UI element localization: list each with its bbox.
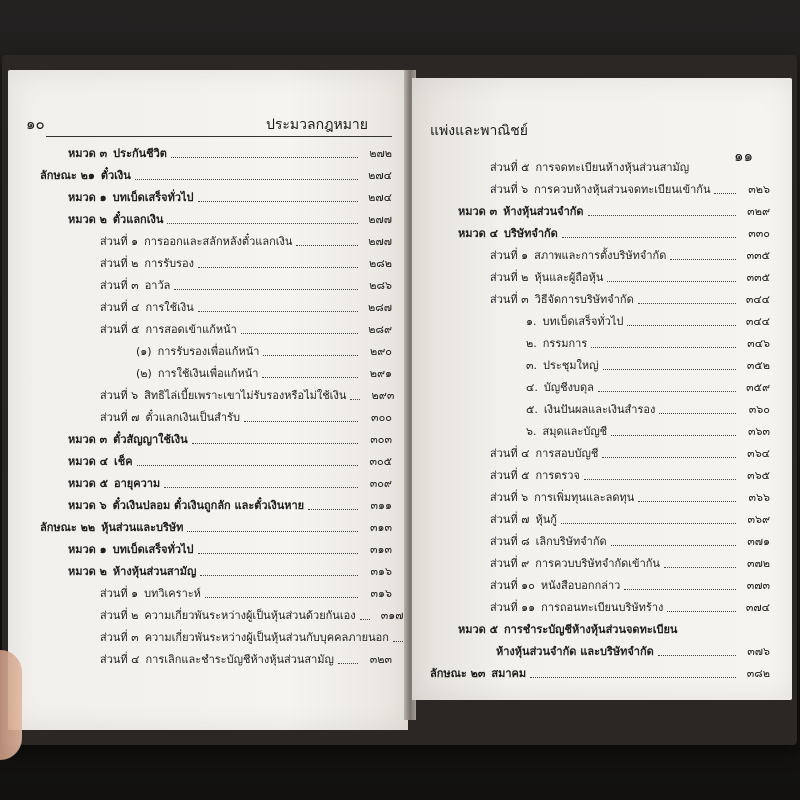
toc-entry-page: ๓๒๙ (747, 205, 770, 218)
toc-entry-title: ประกันชีวิต (113, 147, 167, 160)
toc-entry (40, 514, 392, 536)
dot-leader (262, 377, 358, 378)
toc-entry-title: กรรมการ (542, 337, 588, 350)
toc-entry-page: ๓๖๔ (747, 447, 770, 460)
dot-leader (588, 215, 736, 216)
toc-entry (40, 162, 392, 184)
toc-entry-title: การเลิกและชำระบัญชีห้างหุ้นส่วนสามัญ (145, 653, 334, 666)
toc-entry (40, 448, 392, 470)
toc-entry (40, 624, 392, 646)
toc-entry (430, 286, 770, 308)
toc-entry-title: ตั๋วเงิน (100, 169, 131, 182)
toc-entry-title: ตั๋วสัญญาใช้เงิน (113, 433, 188, 446)
dot-leader (200, 575, 358, 576)
toc-entry-page: ๓๑๓ (369, 521, 392, 534)
toc-entry (430, 440, 770, 462)
toc-entry (430, 220, 770, 242)
toc-entry-page: ๓๐๕ (369, 455, 392, 468)
dot-leader (244, 421, 358, 422)
dot-leader (135, 179, 358, 180)
dot-leader (562, 237, 736, 238)
toc-entry (40, 580, 392, 602)
toc-entry-title: การชำระบัญชีห้างหุ้นส่วนจดทะเบียน (503, 623, 678, 636)
toc-entry-label: ส่วนที่ ๘ (490, 535, 530, 548)
toc-entry-page: ๓๑๖ (370, 587, 392, 600)
dot-leader (561, 523, 736, 524)
toc-entry-title: การใช้เงินเพื่อแก้หน้า (157, 367, 259, 380)
toc-entry (430, 154, 770, 176)
toc-entry-title: เช็ค (113, 455, 133, 468)
dot-leader (192, 443, 358, 444)
toc-entry (40, 228, 392, 250)
toc-entry-page: ๓๓๕ (746, 271, 770, 284)
toc-entry-label: ลักษณะ ๒๒ (40, 521, 96, 534)
toc-entry (430, 616, 770, 638)
toc-entry-label: ส่วนที่ ๗ (100, 411, 140, 424)
dot-leader (308, 509, 358, 510)
left-running-head: ประมวลกฎหมาย (266, 117, 368, 133)
toc-entry-label: ส่วนที่ ๔ (100, 301, 140, 314)
toc-entry-page: ๒๗๗ (368, 235, 392, 248)
toc-entry (40, 404, 392, 426)
toc-entry-label: หมวด ๑ (68, 191, 107, 204)
dot-leader (658, 655, 736, 656)
toc-entry-label: ลักษณะ ๒๓ (430, 667, 486, 680)
toc-entry-title: การออกและสลักหลังตั๋วแลกเงิน (144, 235, 293, 248)
toc-entry (430, 242, 770, 264)
toc-entry-page: ๓๗๓ (746, 579, 770, 592)
toc-entry-page: ๓๑๑ (370, 499, 392, 512)
toc-entry (40, 558, 392, 580)
toc-entry (40, 250, 392, 272)
toc-entry (40, 206, 392, 228)
toc-entry-title: หุ้นกู้ (535, 513, 557, 526)
dot-leader (263, 355, 358, 356)
dot-leader (360, 619, 370, 620)
toc-entry (430, 374, 770, 396)
toc-entry-page: ๓๕๒ (746, 359, 770, 372)
toc-entry-label: หมวด ๑ (68, 543, 107, 556)
toc-entry-page: ๓๒๖ (748, 183, 770, 196)
dot-leader (198, 201, 358, 202)
dot-leader (187, 531, 358, 532)
toc-entry-page: ๓๐๙ (369, 477, 392, 490)
toc-entry (430, 506, 770, 528)
toc-entry-label: ส่วนที่ ๙ (490, 557, 530, 570)
toc-entry-label: ส่วนที่ ๓ (100, 631, 139, 644)
toc-entry (40, 536, 392, 558)
toc-entry-title: หุ้นและผู้ถือหุ้น (534, 271, 604, 284)
toc-entry (430, 264, 770, 286)
dot-leader (198, 553, 358, 554)
toc-entry-page: ๒๙๓ (371, 389, 395, 402)
toc-entry-title: การใช้เงิน (145, 301, 194, 314)
dot-leader (338, 663, 358, 664)
toc-entry (40, 184, 392, 206)
toc-entry (40, 646, 392, 668)
toc-entry (430, 638, 770, 660)
toc-entry (430, 550, 770, 572)
toc-entry-label: ส่วนที่ ๑๐ (490, 579, 535, 592)
left-toc-list (40, 140, 404, 668)
toc-entry-label: ส่วนที่ ๒ (490, 271, 529, 284)
toc-entry-page: ๓๗๔ (745, 601, 770, 614)
toc-entry-title: ห้างหุ้นส่วนจำกัด และบริษัทจำกัด (496, 645, 654, 658)
toc-entry (40, 602, 404, 624)
toc-entry-page: ๒๙๑ (369, 367, 392, 380)
dot-leader (602, 457, 736, 458)
toc-entry-label: (๒) (136, 367, 152, 380)
toc-entry (40, 426, 392, 448)
toc-entry-title: การรับรองเพื่อแก้หน้า (157, 345, 260, 358)
toc-entry-title: การถอนทะเบียนบริษัทร้าง (541, 601, 664, 614)
toc-entry-page: ๒๘๙ (368, 323, 392, 336)
dot-leader (664, 567, 736, 568)
toc-entry-label: ส่วนที่ ๕ (490, 469, 530, 482)
toc-entry (40, 316, 392, 338)
dot-leader (296, 245, 358, 246)
dot-leader (584, 479, 736, 480)
toc-entry-label: ๖. (526, 425, 537, 438)
toc-entry (430, 462, 770, 484)
toc-entry-page: ๓๑๖ (370, 565, 392, 578)
dot-leader (638, 501, 736, 502)
toc-entry-page: ๓๓๐ (748, 227, 770, 240)
toc-entry (40, 382, 395, 404)
toc-entry-page: ๒๗๔ (368, 191, 392, 204)
toc-entry-label: ส่วนที่ ๓ (100, 279, 139, 292)
toc-entry-title: เงินปันผลและเงินสำรอง (543, 403, 656, 416)
toc-entry-label: ๔. (526, 381, 538, 394)
dot-leader (714, 193, 736, 194)
right-running-head: แพ่งและพาณิชย์ (430, 123, 528, 139)
toc-entry (40, 294, 392, 316)
toc-entry-title: การสอบบัญชี (535, 447, 599, 460)
toc-entry (430, 176, 770, 198)
dot-leader (198, 267, 358, 268)
toc-entry-label: ส่วนที่ ๖ (100, 389, 139, 402)
toc-entry-label: ส่วนที่ ๒ (100, 257, 139, 270)
toc-entry-label: ส่วนที่ ๗ (490, 513, 530, 526)
toc-entry-label: ส่วนที่ ๒ (100, 609, 139, 622)
toc-entry-label: หมวด ๓ (68, 147, 108, 160)
toc-entry-title: บทเบ็ดเสร็จทั่วไป (112, 191, 194, 204)
toc-entry-label: ส่วนที่ ๖ (490, 183, 529, 196)
dot-leader (611, 545, 736, 546)
toc-entry (430, 572, 770, 594)
dot-leader (607, 281, 736, 282)
toc-entry-page: ๓๐๓ (370, 433, 392, 446)
toc-entry-page: ๓๔๖ (747, 337, 770, 350)
toc-entry-title: สมาคม (491, 667, 527, 680)
toc-entry-title: สภาพและการตั้งบริษัทจำกัด (534, 249, 667, 262)
toc-entry-page: ๒๙๐ (369, 345, 392, 358)
toc-entry-title: หุ้นส่วนและบริษัท (101, 521, 184, 534)
holding-thumb (0, 650, 22, 760)
toc-entry-title: การจดทะเบียนห้างหุ้นส่วนสามัญ (535, 161, 690, 174)
toc-entry-title: ความเกี่ยวพันระหว่างผู้เป็นหุ้นส่วนกับบุคคลภายนอก (144, 631, 389, 644)
dot-leader (241, 333, 358, 334)
toc-entry (430, 594, 770, 616)
right-page (412, 78, 792, 700)
toc-entry-page: ๓๓๕ (746, 249, 770, 262)
toc-entry (40, 338, 392, 360)
toc-entry-label: ส่วนที่ ๓ (490, 293, 529, 306)
toc-entry-label: ส่วนที่ ๖ (490, 491, 529, 504)
toc-entry (430, 330, 770, 352)
toc-entry-page: ๒๗๗ (368, 213, 392, 226)
toc-entry-label: ส่วนที่ ๔ (100, 653, 140, 666)
toc-entry-label: ส่วนที่ ๕ (100, 323, 140, 336)
toc-entry-label: หมวด ๖ (68, 499, 107, 512)
toc-entry-title: ประชุมใหญ่ (543, 359, 599, 372)
dot-leader (627, 325, 736, 326)
toc-entry-label: หมวด ๒ (68, 565, 107, 578)
toc-entry-page: ๓๖๕ (747, 469, 770, 482)
toc-entry-page: ๓๖๙ (747, 513, 770, 526)
toc-entry (40, 492, 392, 514)
toc-entry-label: ส่วนที่ ๑๑ (490, 601, 536, 614)
toc-entry-title: การควบบริษัทจำกัดเข้ากัน (535, 557, 660, 570)
dot-leader (167, 223, 358, 224)
toc-entry-title: การรับรอง (144, 257, 194, 270)
toc-entry-page: ๓๗๖ (747, 645, 770, 658)
dot-leader (205, 597, 358, 598)
toc-entry-title: ความเกี่ยวพันระหว่างผู้เป็นหุ้นส่วนด้วยกันเอง (144, 609, 356, 622)
dot-leader (137, 465, 358, 466)
toc-entry-title: การเพิ่มทุนและลดทุน (534, 491, 635, 504)
toc-entry-title: อาวัล (144, 279, 171, 292)
toc-entry (430, 396, 770, 418)
toc-entry-page: ๓๑๓ (369, 543, 392, 556)
toc-entry-title: เลิกบริษัทจำกัด (535, 535, 607, 548)
toc-entry-label: ส่วนที่ ๕ (490, 161, 530, 174)
toc-entry (430, 528, 770, 550)
toc-entry-page: ๒๗๒ (369, 147, 392, 160)
toc-entry-page: ๒๘๒ (369, 257, 392, 270)
toc-entry (40, 272, 392, 294)
toc-entry-title: ตั๋วแลกเงิน (112, 213, 164, 226)
toc-entry-page: ๓๔๔ (745, 315, 770, 328)
dot-leader (350, 399, 360, 400)
dot-leader (659, 413, 736, 414)
toc-entry-title: วิธีจัดการบริษัทจำกัด (534, 293, 634, 306)
toc-entry-label: (๑) (136, 345, 152, 358)
toc-entry-title: อายุความ (113, 477, 161, 490)
dot-leader (530, 677, 736, 678)
toc-entry (40, 140, 392, 162)
toc-entry-title: การควบห้างหุ้นส่วนจดทะเบียนเข้ากัน (534, 183, 711, 196)
toc-entry (40, 360, 392, 382)
toc-entry-label: ส่วนที่ ๑ (100, 587, 139, 600)
toc-entry-title: บทเบ็ดเสร็จทั่วไป (542, 315, 624, 328)
toc-entry-page: ๒๗๔ (368, 169, 392, 182)
toc-entry-title: บทวิเคราะห์ (144, 587, 201, 600)
dot-leader (624, 589, 736, 590)
toc-entry-label: ๕. (526, 403, 538, 416)
toc-entry-page: ๓๗๑ (747, 535, 770, 548)
dot-leader (164, 487, 358, 488)
toc-entry-page: ๓๖๐ (748, 403, 770, 416)
toc-entry (430, 418, 770, 440)
left-page-number: ๑๐ (26, 115, 45, 133)
toc-entry-label: หมวด ๕ (458, 623, 498, 636)
toc-entry-label: ส่วนที่ ๑ (100, 235, 139, 248)
toc-entry-label: หมวด ๒ (68, 213, 107, 226)
toc-entry (430, 198, 770, 220)
toc-entry-title: บริษัทจำกัด (503, 227, 558, 240)
dot-leader (174, 289, 358, 290)
toc-entry-label: หมวด ๓ (68, 433, 108, 446)
toc-entry-label: หมวด ๔ (458, 227, 498, 240)
toc-entry-label: ๓. (526, 359, 538, 372)
toc-entry-title: ตั๋วเงินปลอม ตั๋วเงินถูกลัก และตั๋วเงินหาย (112, 499, 305, 512)
toc-entry-page: ๓๖๓ (747, 425, 770, 438)
toc-entry-label: หมวด ๔ (68, 455, 108, 468)
toc-entry-title: บทเบ็ดเสร็จทั่วไป (112, 543, 194, 556)
right-page-number: ๑๑ (734, 147, 754, 165)
dot-leader (198, 311, 358, 312)
dot-leader (603, 369, 736, 370)
toc-entry-title: หนังสือบอกกล่าว (540, 579, 621, 592)
toc-entry-title: บัญชีงบดุล (543, 381, 594, 394)
toc-entry-page: ๓๔๔ (745, 293, 770, 306)
toc-entry-label: หมวด ๓ (458, 205, 498, 218)
toc-entry-title: การสอดเข้าแก้หน้า (145, 323, 237, 336)
toc-entry-page: ๓๑๗ (380, 609, 404, 622)
toc-entry-label: ๒. (526, 337, 537, 350)
left-page (8, 70, 408, 730)
dot-leader (393, 641, 403, 642)
toc-entry-title: ห้างหุ้นส่วนสามัญ (112, 565, 197, 578)
toc-entry (430, 352, 770, 374)
toc-entry-page: ๓๕๙ (746, 381, 770, 394)
toc-entry-title: สิทธิไล่เบี้ยเพราะเขาไม่รับรองหรือไม่ใช้เงิน (144, 389, 347, 402)
dot-leader (171, 157, 358, 158)
toc-entry-page: ๒๘๖ (369, 279, 392, 292)
dot-leader (638, 303, 736, 304)
toc-entry (430, 484, 770, 506)
toc-entry-page: ๓๗๒ (746, 557, 770, 570)
dot-leader (667, 611, 736, 612)
toc-entry-title: ห้างหุ้นส่วนจำกัด (503, 205, 584, 218)
toc-entry-title: สมุดและบัญชี (542, 425, 608, 438)
right-toc-list (430, 154, 770, 682)
toc-entry (40, 470, 392, 492)
toc-entry-page: ๒๘๗ (367, 301, 392, 314)
toc-entry (430, 660, 770, 682)
toc-entry-page: ๓๒๓ (369, 653, 392, 666)
toc-entry-label: ลักษณะ ๒๑ (40, 169, 95, 182)
toc-entry-label: ส่วนที่ ๑ (490, 249, 529, 262)
dot-leader (598, 391, 736, 392)
dot-leader (611, 435, 736, 436)
toc-entry-page: ๓๐๐ (371, 411, 392, 424)
toc-entry-label: ส่วนที่ ๔ (490, 447, 530, 460)
toc-entry-title: ตั๋วแลกเงินเป็นสำรับ (145, 411, 240, 424)
toc-entry-label: หมวด ๕ (68, 477, 108, 490)
toc-entry-title: การตรวจ (535, 469, 580, 482)
dot-leader (670, 259, 736, 260)
toc-entry-label: ๑. (526, 315, 537, 328)
dot-leader (591, 347, 736, 348)
toc-entry-page: ๓๖๖ (748, 491, 770, 504)
toc-entry-page: ๓๘๒ (746, 667, 770, 680)
toc-entry (430, 308, 770, 330)
left-header-rule (46, 136, 392, 137)
